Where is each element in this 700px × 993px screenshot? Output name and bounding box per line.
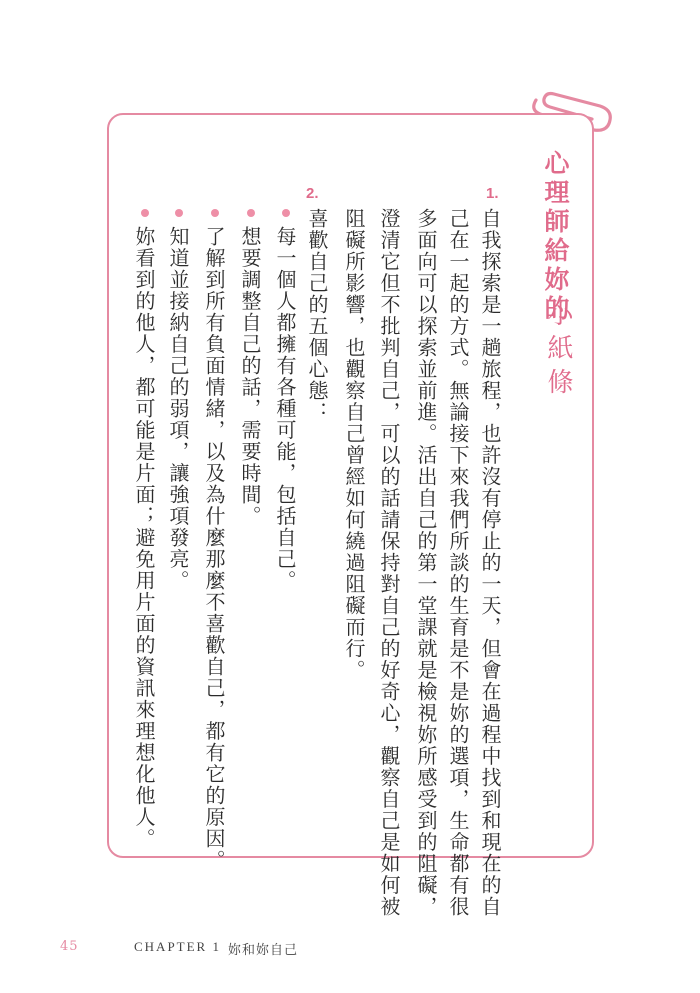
bullet-dot (282, 209, 290, 217)
bullet-dot (211, 209, 219, 217)
chapter-label: CHAPTER 1 (134, 939, 221, 954)
bullet-dot (175, 209, 183, 217)
section1-line-5: 阻礙所影響，也觀察自己曾經如何繞過阻礙而行。 (342, 208, 366, 681)
section1-line-2: 己在一起的方式。無論接下來我們所談的生育是不是妳的選項，生命都有很 (446, 208, 470, 918)
section1-line-1: 自我探索是一趟旅程，也許沒有停止的一天，但會在過程中找到和現在的自 (478, 208, 502, 918)
bullet-dot (141, 209, 149, 217)
chapter-title: 妳和妳自己 (228, 943, 299, 958)
bullet-dot (247, 209, 255, 217)
bullet-item-1: 每一個人都擁有各種可能，包括自己。 (273, 226, 297, 592)
note-title: 心理師給妳的 (541, 150, 570, 324)
note-subtitle: 小紙條 (543, 300, 573, 402)
bullet-item-4: 知道並接納自己的弱項，讓強項發亮。 (166, 226, 190, 592)
page-number: 45 (60, 939, 79, 954)
section1-number: 1. (486, 185, 499, 202)
section1-line-4: 澄清它但不批判自己，可以的話請保持對自己的好奇心，觀察自己是如何被 (377, 208, 401, 918)
bullet-item-3: 了解到所有負面情緒，以及為什麼那麼不喜歡自己，都有它的原因。 (202, 226, 226, 871)
bullet-item-5: 妳看到的他人，都可能是片面；避免用片面的資訊來理想化他人。 (132, 226, 156, 850)
section1-line-3: 多面向可以探索並前進。活出自己的第一堂課就是檢視妳所感受到的阻礙， (414, 208, 438, 918)
section2-number: 2. (306, 185, 319, 202)
section2-heading: 喜歡自己的五個心態： (305, 208, 329, 423)
bullet-item-2: 想要調整自己的話，需要時間。 (238, 226, 262, 527)
